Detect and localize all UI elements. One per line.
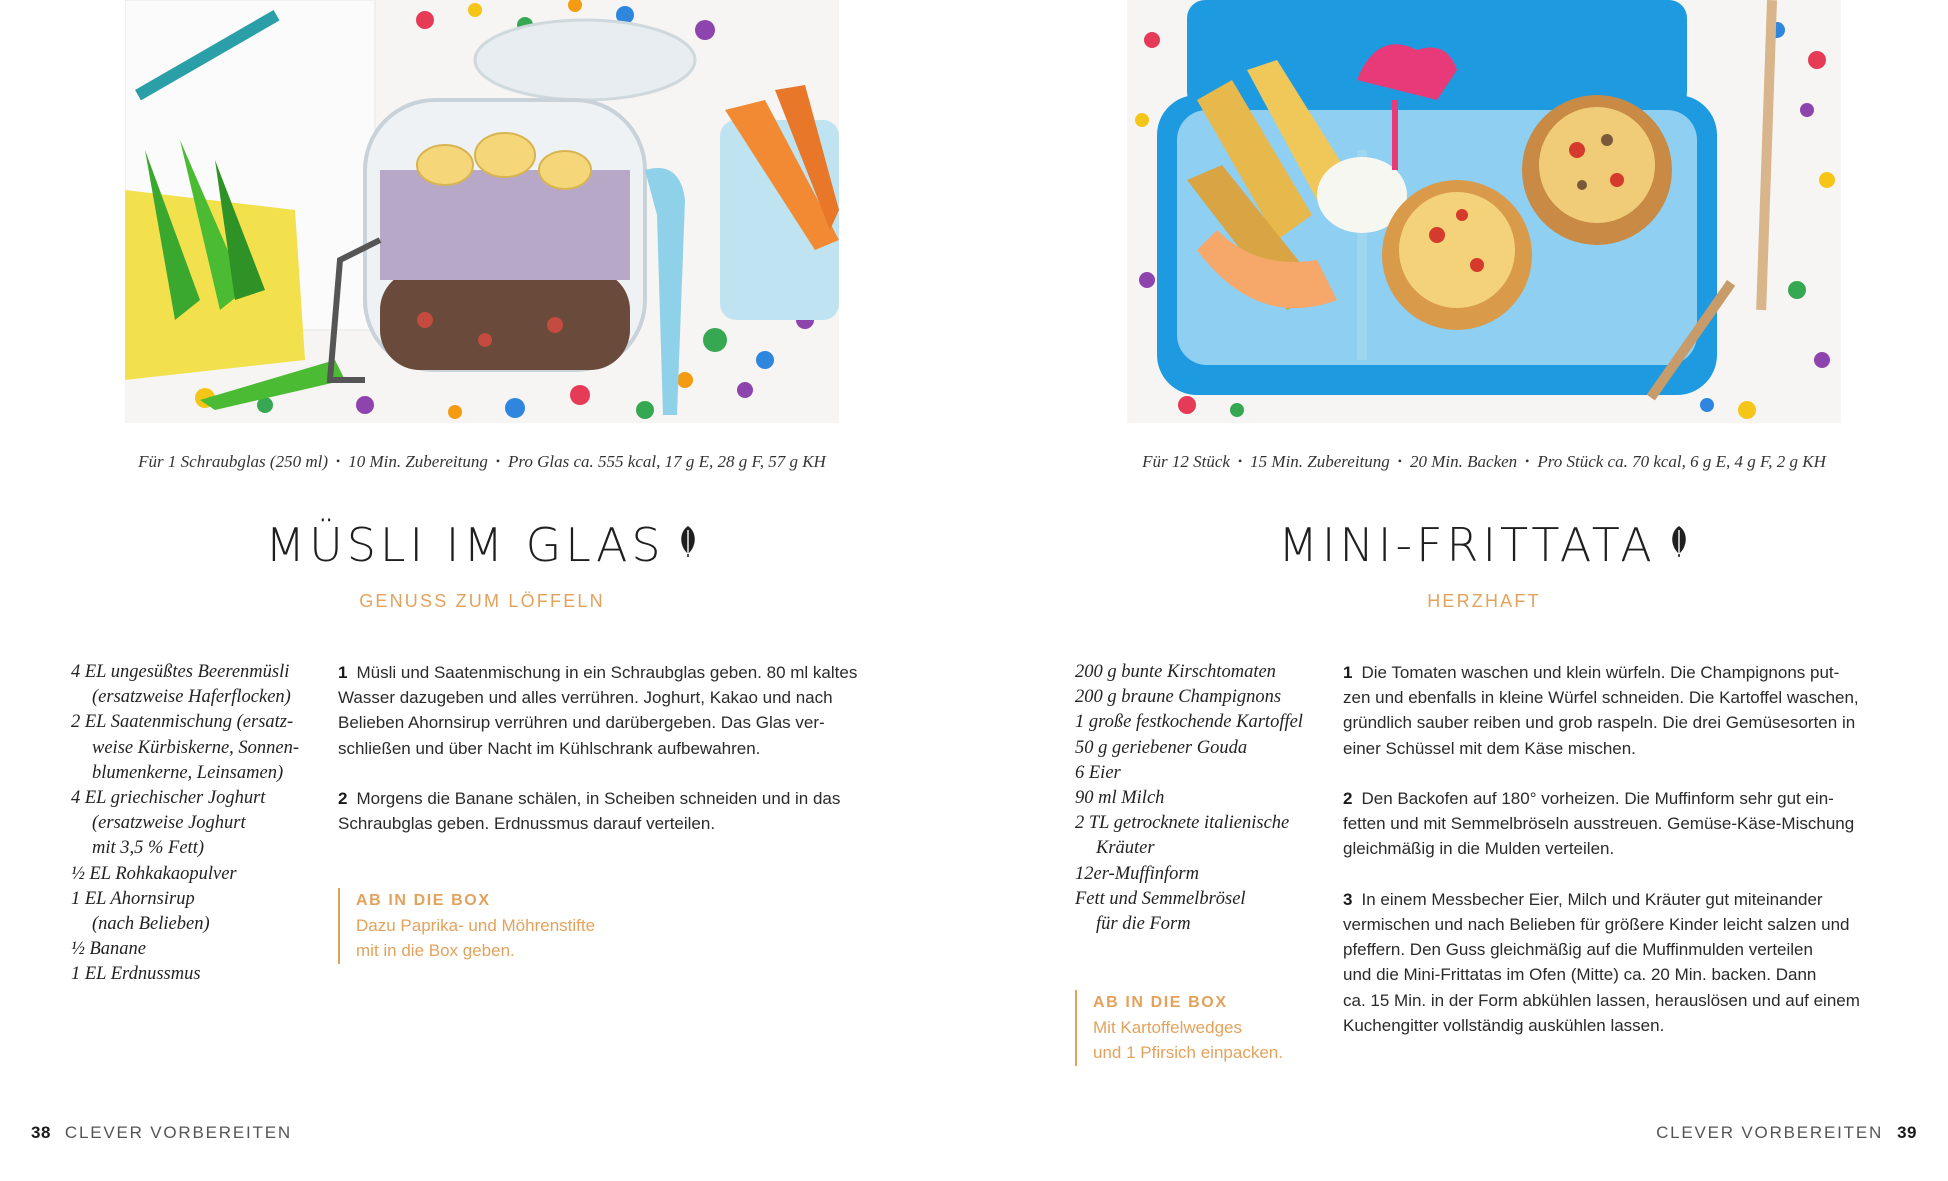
ingredient-item: 12er-Muffinform bbox=[1075, 863, 1199, 884]
muesli-jar-photo bbox=[125, 0, 839, 423]
recipe-title: MÜSLI IM GLAS bbox=[265, 518, 665, 572]
ingredient-item: 4 EL ungesüßtes Beerenmüsli (ersatzweise Haferflocken) bbox=[71, 662, 291, 708]
page-number: 39 bbox=[1897, 1123, 1917, 1142]
tip-box bbox=[338, 888, 656, 964]
step-number: 2 bbox=[1343, 789, 1353, 808]
step-item bbox=[1343, 786, 1903, 862]
ingredient-item: 200 g bunte Kirschtomaten bbox=[1075, 662, 1276, 682]
step-number: 3 bbox=[1343, 889, 1353, 909]
step-number: 1 bbox=[1343, 663, 1353, 682]
ingredient-item: 2 EL Saatenmischung (ersatz- weise Kürbiskerne, Sonnen- blumenkerne, Leinsamen) bbox=[71, 712, 300, 783]
ingredient-item: ½ EL Rohkakaopulver bbox=[71, 863, 237, 884]
prep-time-info: 10 Min. Zubereitung bbox=[348, 452, 488, 471]
recipe-info-line bbox=[125, 452, 839, 472]
ingredient-list bbox=[1075, 660, 1325, 937]
tip-text: Mit Kartoffelwedges und 1 Pfirsich einpacken. bbox=[1093, 1018, 1283, 1063]
servings-info: Für 1 Schraubglas (250 ml) bbox=[138, 452, 328, 471]
ingredient-item: Fett und Semmelbrösel für die Form bbox=[1075, 888, 1246, 935]
step-text: Den Backofen auf 180° vorheizen. Die Muffinform sehr gut ein- fetten und mit Semmelbröseln ausstreuen. Gemüse-Käse-Mischung gleichmäßig in die Mulden verteilen. bbox=[1343, 789, 1855, 859]
tip-heading: AB IN DIE BOX bbox=[1093, 994, 1228, 1011]
recipe-title: MINI-FRITTATA bbox=[1278, 518, 1656, 572]
page-footer bbox=[31, 1123, 292, 1143]
step-item bbox=[338, 786, 898, 836]
bullet-separator: • bbox=[495, 454, 501, 468]
page-footer bbox=[1656, 1123, 1917, 1143]
step-text: In einem Messbecher Eier, Milch und Kräuter gut miteinander vermischen und nach Belieben für größere Kinder leicht salzen und pfeffern. Den Guss gleichmäßig auf die Muffinmulden verteilen und die Mini-Frittatas im Ofen (Mitte) ca. 20 Min. backen. Dann ca. 15 Min. in der Form abkühlen lassen, herauslösen und auf einem Kuchengitter vollständig auskühlen lassen. bbox=[1343, 889, 1860, 1035]
step-text: Müsli und Saatenmischung in ein Schraubglas geben. 80 ml kaltes Wasser dazugeben und alles verrühren. Joghurt, Kakao und nach Belieben Ahornsirup verrühren und darübergeben. Das Glas ver- schließen und über Nacht im Kühlschrank aufbewahren. bbox=[338, 663, 858, 758]
ingredient-item: 6 Eier bbox=[1075, 762, 1121, 783]
step-list bbox=[338, 660, 898, 862]
leaf-icon bbox=[1668, 524, 1690, 563]
recipe-subtitle: GENUSS ZUM LÖFFELN bbox=[359, 591, 605, 611]
ingredient-item: 50 g geriebener Gouda bbox=[1075, 737, 1248, 758]
bullet-separator: • bbox=[1237, 454, 1243, 468]
tip-heading: AB IN DIE BOX bbox=[356, 892, 491, 909]
page-number: 38 bbox=[31, 1123, 51, 1142]
prep-time-info: 15 Min. Zubereitung bbox=[1250, 452, 1390, 471]
ingredient-item: 200 g braune Champignons bbox=[1075, 687, 1282, 708]
lunchbox-photo bbox=[1127, 0, 1841, 423]
ingredient-item: 1 EL Ahornsirup (nach Belieben) bbox=[71, 888, 210, 935]
ingredient-item: ½ Banane bbox=[71, 939, 147, 960]
step-item bbox=[338, 660, 898, 761]
step-number: 1 bbox=[338, 663, 348, 682]
ingredient-item: 1 EL Erdnussmus bbox=[71, 964, 201, 985]
bullet-separator: • bbox=[1397, 454, 1402, 468]
nutrition-info: Pro Stück ca. 70 kcal, 6 g E, 4 g F, 2 g KH bbox=[1537, 452, 1826, 471]
ingredient-item: 1 große festkochende Kartoffel bbox=[1075, 712, 1303, 733]
step-text: Die Tomaten waschen und klein würfeln. Die Champignons put- zen und ebenfalls in kleine Würfel schneiden. Die Kartoffel waschen, gründlich sauber reiben und grob raspeln. Die drei Gemüsesorten in einer Schüssel mit dem Käse mischen. bbox=[1343, 663, 1859, 758]
ingredient-list bbox=[71, 660, 331, 988]
recipe-info-line bbox=[1127, 452, 1841, 472]
nutrition-info: Pro Glas ca. 555 kcal, 17 g E, 28 g F, 57 g KH bbox=[508, 452, 826, 471]
bake-time-info: 20 Min. Backen bbox=[1410, 452, 1518, 471]
section-title: CLEVER VORBEREITEN bbox=[1656, 1123, 1884, 1142]
step-number: 2 bbox=[338, 789, 348, 808]
ingredient-item: 4 EL griechischer Joghurt (ersatzweise Joghurt mit 3,5 % Fett) bbox=[71, 788, 266, 859]
ingredient-item: 90 ml Milch bbox=[1075, 788, 1165, 809]
recipe-subtitle: HERZHAFT bbox=[1427, 591, 1541, 611]
recipe-title-row bbox=[1127, 518, 1841, 572]
leaf-icon bbox=[677, 524, 699, 563]
step-list bbox=[1343, 660, 1903, 1063]
section-title: CLEVER VORBEREITEN bbox=[64, 1123, 292, 1142]
step-text: Morgens die Banane schälen, in Scheiben schneiden und in das Schraubglas geben. Erdnussmus darauf verteilen. bbox=[338, 789, 841, 834]
step-item bbox=[1343, 887, 1903, 1038]
tip-box bbox=[1075, 990, 1393, 1066]
bullet-separator: • bbox=[1525, 454, 1530, 468]
step-item bbox=[1343, 660, 1903, 761]
tip-text: Dazu Paprika- und Möhrenstifte mit in die Box geben. bbox=[356, 916, 596, 961]
ingredient-item: 2 TL getrocknete italienische Kräuter bbox=[1075, 813, 1290, 859]
bullet-separator: • bbox=[336, 454, 341, 468]
servings-info: Für 12 Stück bbox=[1142, 452, 1230, 471]
recipe-title-row bbox=[125, 518, 839, 572]
